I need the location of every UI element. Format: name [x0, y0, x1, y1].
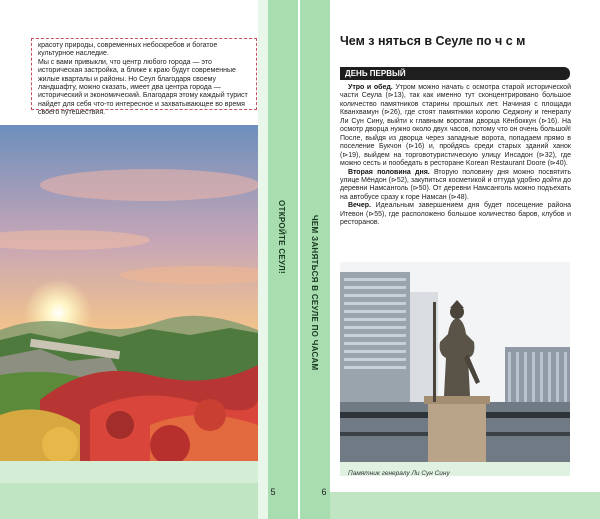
- page-number-right: 6: [321, 487, 327, 497]
- section-header: [340, 67, 570, 80]
- page-number-left: 5: [270, 487, 276, 497]
- photo-caption: Памятник генералу Ли Сун Сину: [348, 470, 450, 477]
- itinerary-body: [340, 84, 571, 228]
- seoul-wall-sunset-photo: [0, 125, 258, 461]
- right-spine-title-wrap: [300, 215, 330, 370]
- block-text: Вторую половину дня можно посвятить улице Мёндон (⊳52), закупиться косметикой и оттуда удобно дойти до деревни Намсанголь (⊳50). От деревни Намсанголь можно подъехать на автобусе сразу к горе Намсан (⊳48).: [340, 168, 572, 201]
- photo-caption-bar: [340, 462, 570, 476]
- intro-paragraph: красоту природы, современных небоскребов и богатое культурное наследие.: [38, 42, 218, 58]
- block-text: Идеальным завершением дня будет посещение района Итевон (⊳55), где расположено большое количество баров, клубов и ресторанов.: [340, 202, 571, 227]
- page-title: Чем з няться в Сеуле по ч с м: [340, 34, 526, 48]
- section-header-label: ДЕНЬ ПЕРВЫЙ: [345, 69, 406, 78]
- block-text: Утром можно начать с осмотра старой исторической части Сеула (⊳13), так как именно тут сконцентрировано большое количество памятников старины прошлых лет. Начиная с площади Кванхвамун (⊳26), где стоят памятники королю Седжону и генералу Ли Сун Сину, выйти к главным воротам дворца Кёнбоккун (⊳16). На осмотр дворца нужно около двух часов, потому что он очень большой! После, выйдя из дворца через западные ворота, попадаем прямо в поселение Букчон (⊳16) и, пройдясь среди старых зданий ханок (⊳19), выйдем на торговотуристическую улицу Инсадон (⊳32), где можно сесть и пообедать в ресторане Korean Restaurant Doore (⊳40).: [340, 84, 571, 168]
- right-spine-title: ЧЕМ ЗАНЯТЬСЯ В СЕУЛЕ ПО ЧАСАМ: [310, 215, 319, 371]
- block-lead: Вторая половина дня.: [348, 168, 430, 176]
- left-bottom-band-top: [0, 461, 258, 483]
- itinerary-block: [340, 84, 571, 169]
- left-spine-title: ОТКРОЙТЕ СЕУЛ!: [277, 200, 286, 274]
- statue-photo: [340, 262, 570, 476]
- block-lead: Утро и обед.: [348, 84, 393, 91]
- gutter-left: [258, 0, 268, 519]
- block-lead: Вечер.: [348, 202, 371, 210]
- itinerary-block: [340, 202, 571, 227]
- intro-paragraph: Мы с вами привыкли, что центр любого города — это историческая застройка, а ближе к краю будут современные жилые кварталы и районы. Но Сеул благодаря своему ландшафту, можно сказать, имеет два центра города — исторический и экономический. Благодаря этому каждый турист найдет для себя что-то интересное и захватывающее во время своего путешествия.: [38, 58, 248, 117]
- itinerary-block: [340, 169, 571, 203]
- intro-text-box: [31, 38, 257, 117]
- left-spine-title-wrap: [268, 200, 298, 330]
- left-page-number-wrap: [258, 487, 288, 497]
- right-bottom-band: [330, 492, 600, 519]
